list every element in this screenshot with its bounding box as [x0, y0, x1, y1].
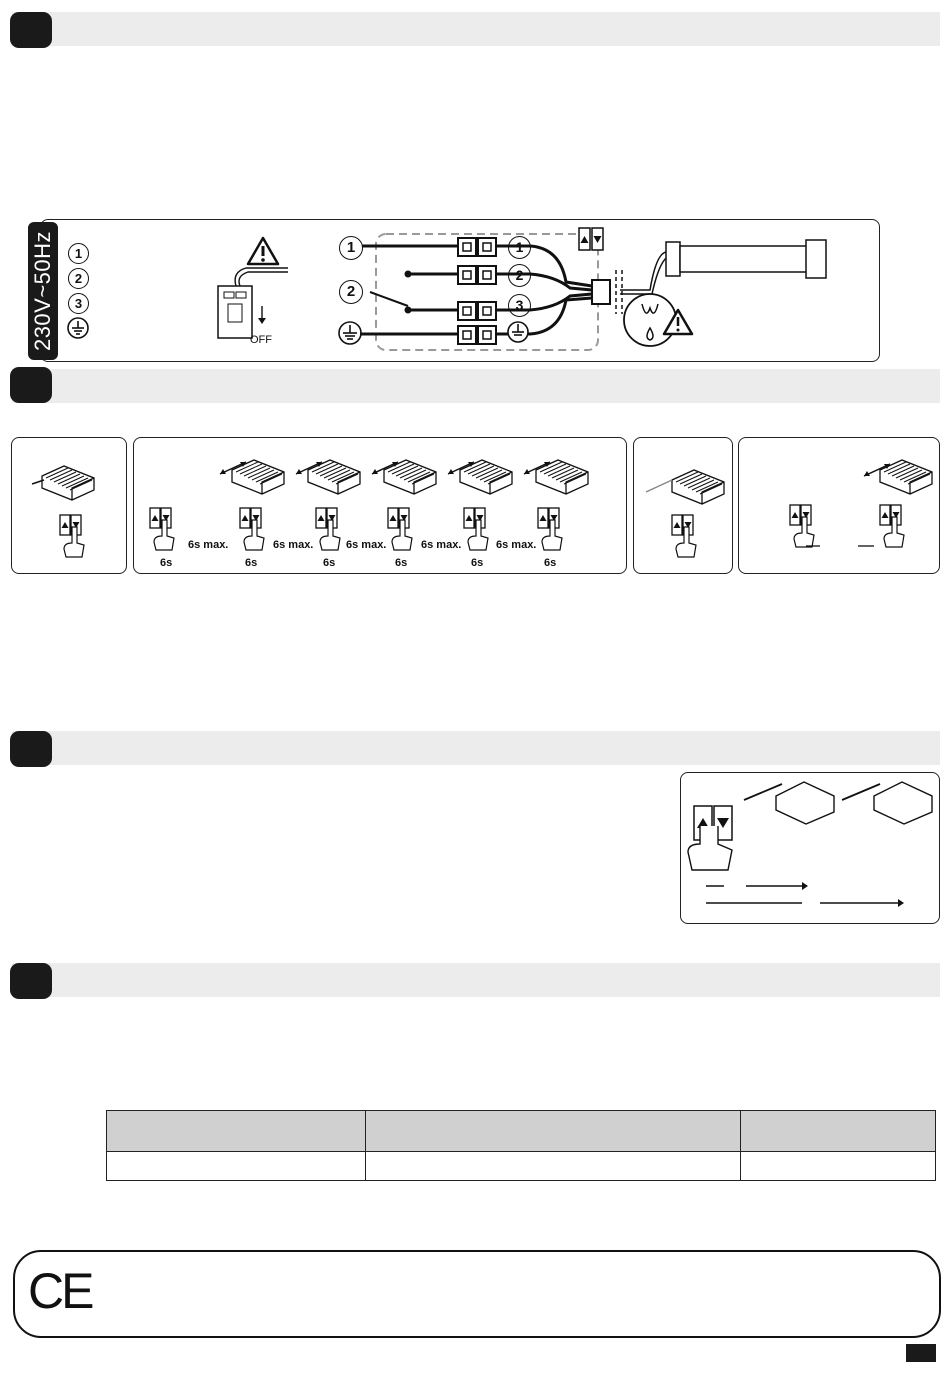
section-header-bar-4 — [12, 963, 940, 997]
terminal-2-label: 2 — [508, 264, 531, 287]
ce-declaration-box — [13, 1250, 941, 1338]
legend-2: 2 — [68, 268, 89, 289]
section-number-badge-1 — [10, 12, 52, 48]
section-number-badge-3 — [10, 731, 52, 767]
motor-tube-icon — [620, 234, 830, 354]
section-header-bar-3 — [12, 731, 940, 765]
table-header-1 — [107, 1111, 366, 1152]
hold-label-4: 6s — [395, 557, 408, 569]
page-number-tab — [906, 1344, 936, 1362]
table-header-2 — [366, 1111, 741, 1152]
section-number-badge-2 — [10, 367, 52, 403]
max-label-5: 6s max. — [496, 539, 537, 551]
earth-input-icon — [337, 320, 363, 346]
input-2-label: 2 — [339, 280, 363, 304]
earth-legend-icon — [66, 316, 90, 340]
hold-label-1: 6s — [160, 557, 173, 569]
ce-mark: CE — [28, 1263, 92, 1319]
table-cell — [366, 1152, 741, 1181]
terminal-earth-icon — [506, 320, 530, 344]
table-cell — [741, 1152, 936, 1181]
double-press-illustration — [684, 776, 934, 916]
hold-label-5: 6s — [471, 557, 484, 569]
table-header-3 — [741, 1111, 936, 1152]
hold-label-6: 6s — [544, 557, 557, 569]
terminal-1-label: 1 — [508, 236, 531, 259]
max-label-2: 6s max. — [273, 539, 314, 551]
voltage-label: 230V~50Hz — [30, 230, 55, 352]
legend-1: 1 — [68, 243, 89, 264]
voltage-badge — [28, 222, 58, 360]
hold-label-2: 6s — [245, 557, 258, 569]
breaker-off-label: OFF — [250, 334, 272, 346]
section-number-badge-4 — [10, 963, 52, 999]
max-label-4: 6s max. — [421, 539, 462, 551]
spec-table — [106, 1110, 936, 1181]
legend-3: 3 — [68, 293, 89, 314]
up-down-switch-icon — [578, 227, 604, 251]
input-1-label: 1 — [339, 236, 363, 260]
section-header-bar-1 — [12, 12, 940, 46]
max-label-3: 6s max. — [346, 539, 387, 551]
section-header-bar-2 — [12, 369, 940, 403]
max-label-1: 6s max. — [188, 539, 229, 551]
table-cell — [107, 1152, 366, 1181]
hold-label-3: 6s — [323, 557, 336, 569]
table-row — [107, 1152, 936, 1181]
terminal-3-label: 3 — [508, 294, 531, 317]
